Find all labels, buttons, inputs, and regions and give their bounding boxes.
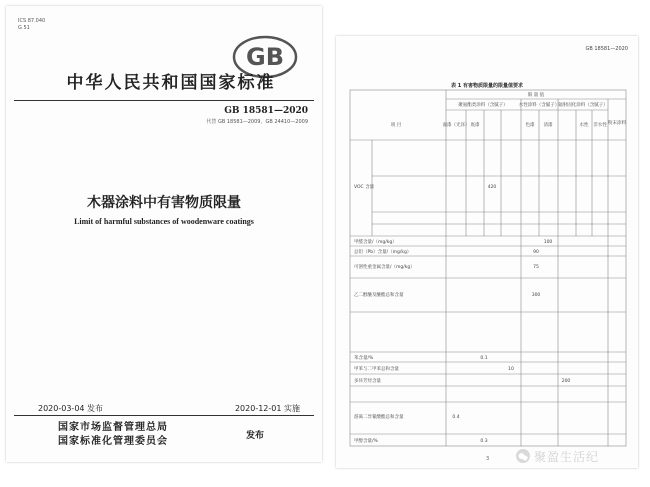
row-label-methanol: 甲醇含量/% xyxy=(354,439,378,444)
row-label-voc: VOC 含量 xyxy=(354,185,375,190)
header-col-2: 底漆 xyxy=(470,123,480,128)
issuer-line-1: 国家市场监督管理总局 xyxy=(58,422,168,433)
ics-code: ICS 87.040 xyxy=(18,18,46,24)
row-value-toluene-xylene: 10 xyxy=(508,367,514,372)
standard-cover-page xyxy=(6,6,322,462)
header-col-4: 清漆 xyxy=(543,123,553,128)
ccs-code: G 51 xyxy=(18,25,30,31)
document-title-en: Limit of harmful substances of woodenware coatings xyxy=(74,217,254,226)
table-page-standard-no: GB 18581—2020 xyxy=(585,46,628,52)
watermark-text: 聚盈生活纪 xyxy=(534,449,600,464)
row-value-formaldehyde: 100 xyxy=(543,240,553,245)
wechat-logo-icon xyxy=(516,449,530,463)
row-label-formaldehyde: 甲醛含量/（mg/kg） xyxy=(354,240,397,245)
document-title-cn: 木器涂料中有害物质限量 xyxy=(87,195,241,211)
row-label-heavy-metal: 可溶性重金属含量/（mg/kg） xyxy=(354,265,415,270)
standard-title: 中华人民共和国国家标准 xyxy=(66,73,276,93)
implement-date: 2020-12-01 实施 xyxy=(234,404,300,413)
issuer-block xyxy=(58,421,168,449)
row-value-glycol-ether: 300 xyxy=(531,293,541,298)
issuer-line-2: 国家标准化管理委员会 xyxy=(58,436,168,447)
header-limit: 限 量 值 xyxy=(527,93,545,98)
header-group-2: 水性涂料（含腻子） xyxy=(518,103,560,108)
table-caption: 表 1 有害物质限量的限量值要求 xyxy=(451,83,523,89)
row-value-heavy-metal: 75 xyxy=(533,265,539,270)
standard-number: GB 18581—2020 xyxy=(224,106,308,116)
row-value-pah: 200 xyxy=(561,379,571,384)
row-label-diisocyanate: 游离二异氰酸酯总和含量 xyxy=(354,415,404,420)
row-value-methanol: 0.3 xyxy=(480,439,488,444)
limit-table xyxy=(336,36,638,468)
replaces-note: 代替 GB 18581—2009，GB 24410—2009 xyxy=(206,119,308,125)
header-col-6: 非水性 xyxy=(593,123,607,128)
wechat-watermark xyxy=(516,448,599,464)
header-item: 项 目 xyxy=(390,123,402,128)
header-group-4: 粉末涂料 xyxy=(608,121,626,126)
row-value-voc: 420 xyxy=(487,185,497,190)
page-number: 3 xyxy=(486,456,490,462)
footer-rule xyxy=(14,415,314,416)
row-value-benzene: 0.1 xyxy=(480,356,488,361)
row-label-lead: 总铅（Pb）含量/（mg/kg） xyxy=(354,250,412,255)
limit-table-page xyxy=(336,36,638,468)
header-col-1: 面漆（光泽） xyxy=(442,123,470,128)
row-value-diisocyanate: 0.4 xyxy=(452,415,460,420)
header-col-3: 色漆 xyxy=(525,123,535,128)
row-label-glycol-ether: 乙二醇醚及醚酯总和含量 xyxy=(354,293,404,298)
header-group-3: 辐射固化涂料（含腻子） xyxy=(558,103,608,108)
title-rule xyxy=(14,100,314,101)
row-label-benzene: 苯含量/% xyxy=(354,356,374,361)
row-label-pah: 多环芳烃含量 xyxy=(354,379,381,384)
issue-date: 2020-03-04 发布 xyxy=(38,404,104,413)
issuer-suffix: 发布 xyxy=(246,431,265,441)
row-value-lead: 90 xyxy=(533,250,539,255)
gb-logo-text: GB xyxy=(246,43,284,71)
row-label-toluene-xylene: 甲苯与二甲苯总和含量 xyxy=(354,367,399,372)
header-group-1: 聚氨酯类涂料（含腻子） xyxy=(458,103,508,108)
header-col-5: 水性 xyxy=(579,123,589,128)
